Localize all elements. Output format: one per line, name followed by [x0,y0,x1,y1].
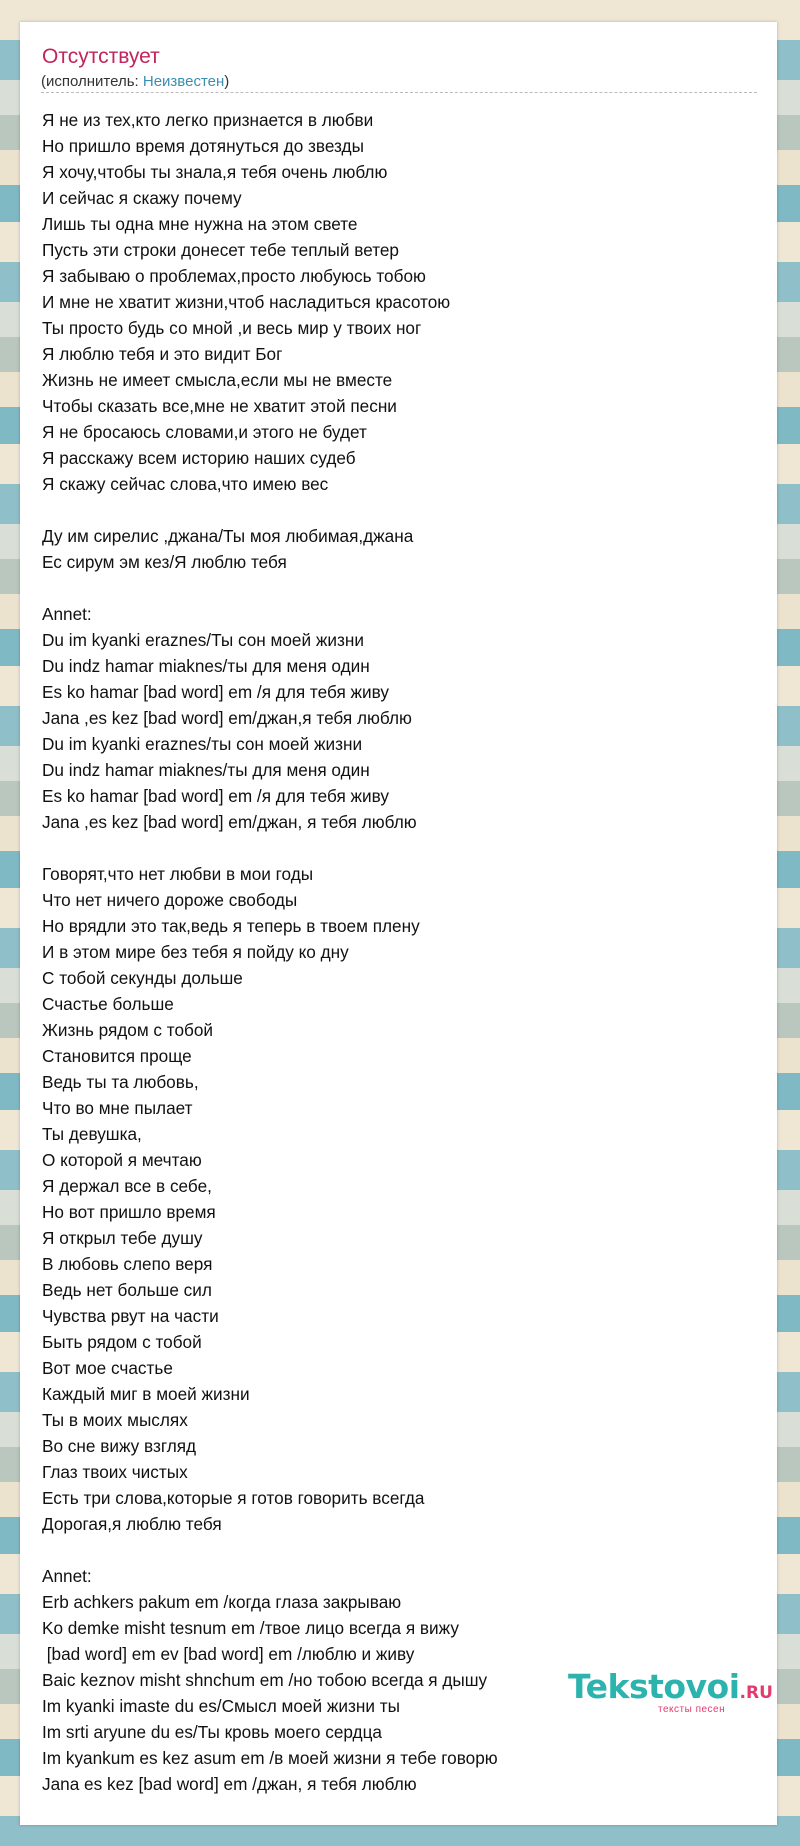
lyric-line: Лишь ты одна мне нужна на этом свете [42,214,358,234]
performer-line [41,73,229,91]
lyric-line: Глаз твоих чистых [42,1462,188,1482]
lyric-line: Du indz hamar miaknes/ты для меня один [42,656,370,676]
lyric-line: Du im kyanki eraznes/ты сон моей жизни [42,734,363,754]
lyric-blank-line [42,835,742,861]
logo-tagline: тексты песен [658,1704,726,1715]
lyric-line: Я не из тех,кто легко признается в любви [42,110,374,130]
lyric-line: Ведь ты та любовь, [42,1072,199,1092]
lyric-line: [bad word] em ev [bad word] em /люблю и живу [42,1644,415,1664]
lyric-line: Дорогая,я люблю тебя [42,1514,222,1534]
lyric-line: Жизнь рядом с тобой [42,1020,214,1040]
lyric-line: Ты девушка, [42,1124,142,1144]
lyric-line: Быть рядом с тобой [42,1332,202,1352]
lyric-line: Что во мне пылает [42,1098,193,1118]
lyric-line: Пусть эти строки донесет тебе теплый ветер [42,240,399,260]
lyric-line: Ведь нет больше сил [42,1280,212,1300]
lyric-line: Я держал все в себе, [42,1176,212,1196]
lyric-line: Jana ,es kez [bad word] em/джан,я тебя люблю [42,708,412,728]
lyric-line: Я открыл тебе душу [42,1228,203,1248]
tekstovoi-logo[interactable] [568,1667,773,1720]
lyric-blank-line [42,497,742,523]
lyric-line: И в этом мире без тебя я пойду ко дну [42,942,349,962]
lyric-line: Но врядли это так,ведь я теперь в твоем плену [42,916,420,936]
lyric-blank-line [42,1537,742,1563]
lyric-line: Говорят,что нет любви в мои годы [42,864,314,884]
logo-name: Tekstovoi [568,1667,740,1706]
lyric-line: Ko demke misht tesnum em /твое лицо всегда я вижу [42,1618,459,1638]
lyric-line: Ты просто будь со мной ,и весь мир у твоих ног [42,318,422,338]
lyric-line: Вот мое счастье [42,1358,173,1378]
lyric-line: Ты в моих мыслях [42,1410,188,1430]
lyric-line: Du indz hamar miaknes/ты для меня один [42,760,370,780]
lyrics-card [20,22,777,1825]
lyric-line: С тобой секунды дольше [42,968,243,988]
lyric-line: Я не бросаюсь словами,и этого не будет [42,422,367,442]
lyric-line: Ду им сирелис ,джана/Ты моя любимая,джана [42,526,414,546]
lyric-line: И мне не хватит жизни,чтоб насладиться красотою [42,292,451,312]
lyric-blank-line [42,575,742,601]
lyric-line: Чтобы сказать все,мне не хватит этой песни [42,396,397,416]
lyric-line: Чувства рвут на части [42,1306,219,1326]
lyric-line: Ес сирум эм кез/Я люблю тебя [42,552,287,572]
lyric-line: В любовь слепо веря [42,1254,213,1274]
lyric-line: Жизнь не имеет смысла,если мы не вместе [42,370,393,390]
lyric-line: Но пришло время дотянуться до звезды [42,136,364,156]
lyric-line: О которой я мечтаю [42,1150,202,1170]
lyric-line: Есть три слова,которые я готов говорить всегда [42,1488,425,1508]
performer-link[interactable]: Неизвестен [142,73,225,90]
lyric-line: Im kyanki imaste du es/Смысл моей жизни ты [42,1696,400,1716]
lyric-line: Я люблю тебя и это видит Бог [42,344,283,364]
lyric-line: Я скажу сейчас слова,что имею вес [42,474,329,494]
lyric-line: Я хочу,чтобы ты знала,я тебя очень люблю [42,162,388,182]
lyric-line: И сейчас я скажу почему [42,188,242,208]
logo-tld: .RU [739,1683,773,1703]
performer-suffix: ) [224,73,230,90]
lyric-line: Annet: [42,1566,92,1586]
lyric-line: Du im kyanki eraznes/Ты сон моей жизни [42,630,364,650]
lyric-line: Но вот пришло время [42,1202,216,1222]
performer-prefix: (исполнитель: [41,73,143,90]
lyric-line: Я забываю о проблемах,просто любуюсь тобою [42,266,426,286]
lyric-line: Im srti aryune du es/Ты кровь моего сердца [42,1722,382,1742]
lyric-line: Es ko hamar [bad word] em /я для тебя живу [42,682,389,702]
lyric-line: Я расскажу всем историю наших судеб [42,448,356,468]
lyric-line: Jana ,es kez [bad word] em/джан, я тебя люблю [42,812,417,832]
song-title: Отсутствует [42,45,160,68]
lyric-line: Каждый миг в моей жизни [42,1384,250,1404]
lyrics-text [42,107,742,1797]
title-divider [41,92,757,93]
lyric-line: Erb achkers pakum em /когда глаза закрываю [42,1592,402,1612]
lyric-line: Что нет ничего дороже свободы [42,890,298,910]
lyric-line: Счастье больше [42,994,174,1014]
lyric-line: Annet: [42,604,92,624]
lyric-line: Es ko hamar [bad word] em /я для тебя живу [42,786,389,806]
lyric-line: Во сне вижу взгляд [42,1436,197,1456]
lyric-line: Im kyankum es kez asum em /в моей жизни я тебе говорю [42,1748,498,1768]
lyric-line: Jana es kez [bad word] em /джан, я тебя люблю [42,1774,417,1794]
lyric-line: Baic keznov misht shnchum em /но тобою всегда я дышу [42,1670,488,1690]
lyric-line: Становится проще [42,1046,192,1066]
